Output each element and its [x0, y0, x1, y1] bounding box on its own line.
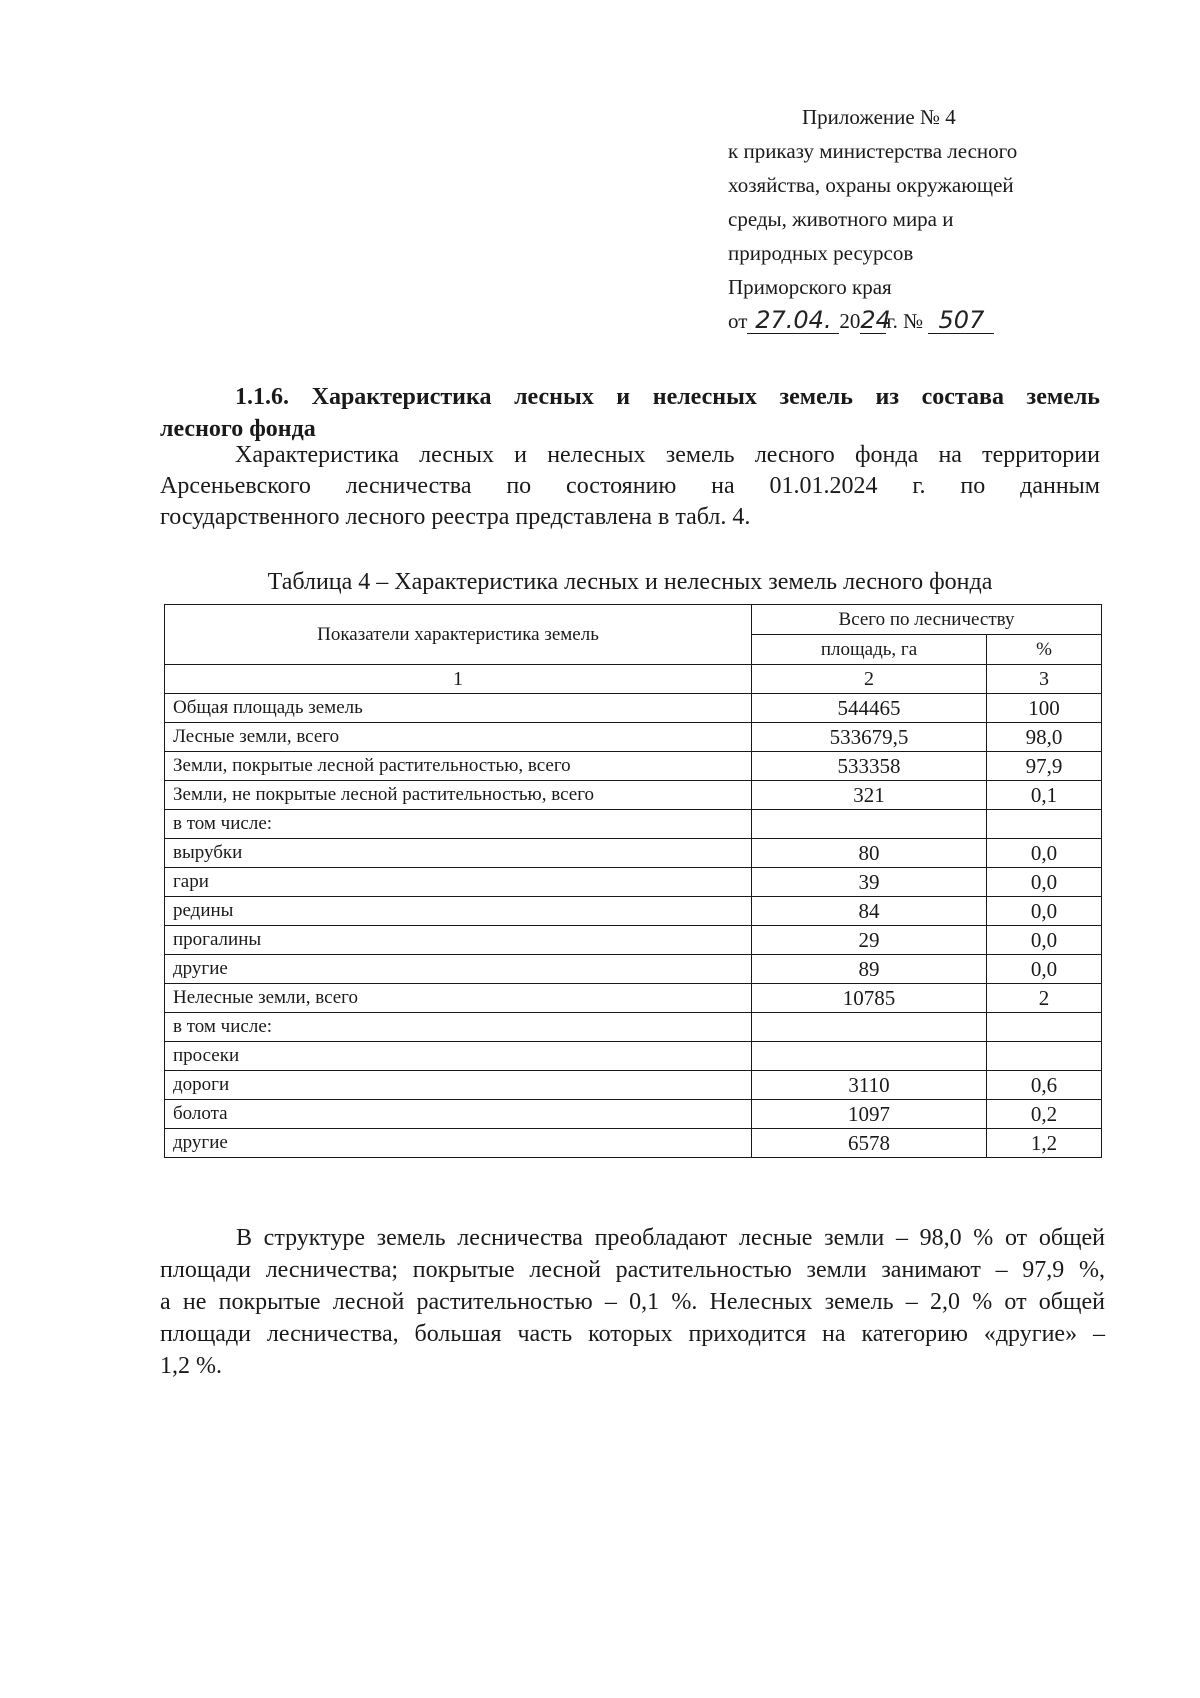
row-name-cell: редины	[165, 897, 752, 926]
row-percent-cell: 0,0	[987, 955, 1102, 984]
row-percent-cell: 0,0	[987, 868, 1102, 897]
row-percent-cell: 0,0	[987, 839, 1102, 868]
row-area-cell: 39	[752, 868, 987, 897]
row-name-cell: гари	[165, 868, 752, 897]
header-area: площадь, га	[752, 635, 987, 665]
index-cell: 1	[165, 665, 752, 694]
row-percent-cell: 98,0	[987, 723, 1102, 752]
row-percent-cell	[987, 1013, 1102, 1042]
table-row	[165, 1013, 1102, 1042]
row-name-cell: в том числе:	[165, 810, 752, 839]
intro-line-3: государственного лесного реестра представлена в табл. 4.	[160, 504, 751, 530]
table-row	[165, 897, 1102, 926]
row-name-cell: Нелесные земли, всего	[165, 984, 752, 1013]
row-name-cell: другие	[165, 955, 752, 984]
summary-line-4: площади лесничества, большая часть которых приходится на категорию «другие» –	[160, 1321, 1105, 1347]
section-heading-line-2: лесного фонда	[160, 416, 316, 442]
table-row	[165, 984, 1102, 1013]
row-name-cell: другие	[165, 1129, 752, 1158]
summary-line-2: площади лесничества; покрытые лесной растительностью земли занимают – 97,9 %,	[160, 1257, 1105, 1283]
table-caption: Таблица 4 – Характеристика лесных и нелесных земель лесного фонда	[267, 569, 993, 595]
row-area-cell: 533358	[752, 752, 987, 781]
table-row	[165, 1042, 1102, 1071]
row-percent-cell	[987, 1042, 1102, 1071]
table-row	[165, 1129, 1102, 1158]
summary-paragraph	[160, 1222, 1105, 1382]
section-heading-line-1: 1.1.6. Характеристика лесных и нелесных земель из состава земель	[235, 384, 1100, 410]
appendix-ministry-line: хозяйства, охраны окружающей	[728, 173, 1014, 197]
row-area-cell: 84	[752, 897, 987, 926]
row-percent-cell: 0,6	[987, 1071, 1102, 1100]
row-name-cell: дороги	[165, 1071, 752, 1100]
row-name-cell: в том числе:	[165, 1013, 752, 1042]
row-area-cell: 10785	[752, 984, 987, 1013]
row-percent-cell: 100	[987, 694, 1102, 723]
row-area-cell: 3110	[752, 1071, 987, 1100]
row-percent-cell: 1,2	[987, 1129, 1102, 1158]
row-name-cell: Общая площадь земель	[165, 694, 752, 723]
row-area-cell	[752, 1042, 987, 1071]
row-percent-cell: 97,9	[987, 752, 1102, 781]
table-row	[165, 839, 1102, 868]
row-area-cell: 1097	[752, 1100, 987, 1129]
row-name-cell: Земли, покрытые лесной растительностью, всего	[165, 752, 752, 781]
appendix-region-line: Приморского края	[728, 275, 892, 299]
row-percent-cell: 0,1	[987, 781, 1102, 810]
row-percent-cell: 2	[987, 984, 1102, 1013]
header-group: Всего по лесничеству	[752, 605, 1102, 635]
table-header-row	[165, 605, 1102, 635]
appendix-block	[728, 100, 1088, 338]
row-name-cell: Лесные земли, всего	[165, 723, 752, 752]
intro-paragraph	[160, 440, 1100, 533]
handwritten-order-number: 507	[928, 307, 994, 334]
row-area-cell: 533679,5	[752, 723, 987, 752]
appendix-date-line	[728, 304, 1088, 338]
summary-line-1: В структуре земель лесничества преобладают лесные земли – 98,0 % от общей	[236, 1225, 1105, 1251]
table-row	[165, 694, 1102, 723]
row-area-cell: 6578	[752, 1129, 987, 1158]
table-index-row	[165, 665, 1102, 694]
row-percent-cell: 0,2	[987, 1100, 1102, 1129]
date-prefix: от	[728, 309, 748, 333]
year-prefix: 20	[839, 309, 861, 333]
appendix-title: Приложение № 4	[802, 105, 956, 129]
table-row	[165, 781, 1102, 810]
row-area-cell	[752, 810, 987, 839]
table-row	[165, 810, 1102, 839]
header-percent: %	[987, 635, 1102, 665]
appendix-order-line: к приказу министерства лесного	[728, 139, 1018, 163]
table-row	[165, 868, 1102, 897]
row-percent-cell	[987, 810, 1102, 839]
intro-line-2: Арсеньевского лесничества по состоянию на 01.01.2024 г. по данным	[160, 473, 1100, 499]
summary-line-3: а не покрытые лесной растительностью – 0,1 %. Нелесных земель – 2,0 % от общей	[160, 1289, 1105, 1315]
intro-line-1: Характеристика лесных и нелесных земель лесного фонда на территории	[235, 442, 1100, 468]
table-row	[165, 1071, 1102, 1100]
table-row	[165, 752, 1102, 781]
handwritten-date: 27.04.	[747, 307, 839, 334]
row-area-cell: 321	[752, 781, 987, 810]
row-name-cell: просеки	[165, 1042, 752, 1071]
row-name-cell: Земли, не покрытые лесной растительностью, всего	[165, 781, 752, 810]
row-area-cell: 29	[752, 926, 987, 955]
row-area-cell: 544465	[752, 694, 987, 723]
year-suffix: г. №	[886, 309, 924, 333]
row-percent-cell: 0,0	[987, 897, 1102, 926]
row-name-cell: прогалины	[165, 926, 752, 955]
table-row	[165, 926, 1102, 955]
index-cell: 3	[987, 665, 1102, 694]
land-characteristics-table	[164, 604, 1102, 1158]
summary-line-5: 1,2 %.	[160, 1353, 222, 1379]
index-cell: 2	[752, 665, 987, 694]
table-row	[165, 723, 1102, 752]
row-area-cell	[752, 1013, 987, 1042]
table-row	[165, 1100, 1102, 1129]
appendix-ministry-line-3: природных ресурсов	[728, 241, 914, 265]
handwritten-year: 24	[860, 306, 891, 334]
header-indicator: Показатели характеристика земель	[165, 605, 752, 665]
table-row	[165, 955, 1102, 984]
row-name-cell: болота	[165, 1100, 752, 1129]
row-name-cell: вырубки	[165, 839, 752, 868]
row-area-cell: 89	[752, 955, 987, 984]
section-heading	[160, 381, 1100, 445]
row-area-cell: 80	[752, 839, 987, 868]
appendix-ministry-line-2: среды, животного мира и	[728, 207, 954, 231]
row-percent-cell: 0,0	[987, 926, 1102, 955]
